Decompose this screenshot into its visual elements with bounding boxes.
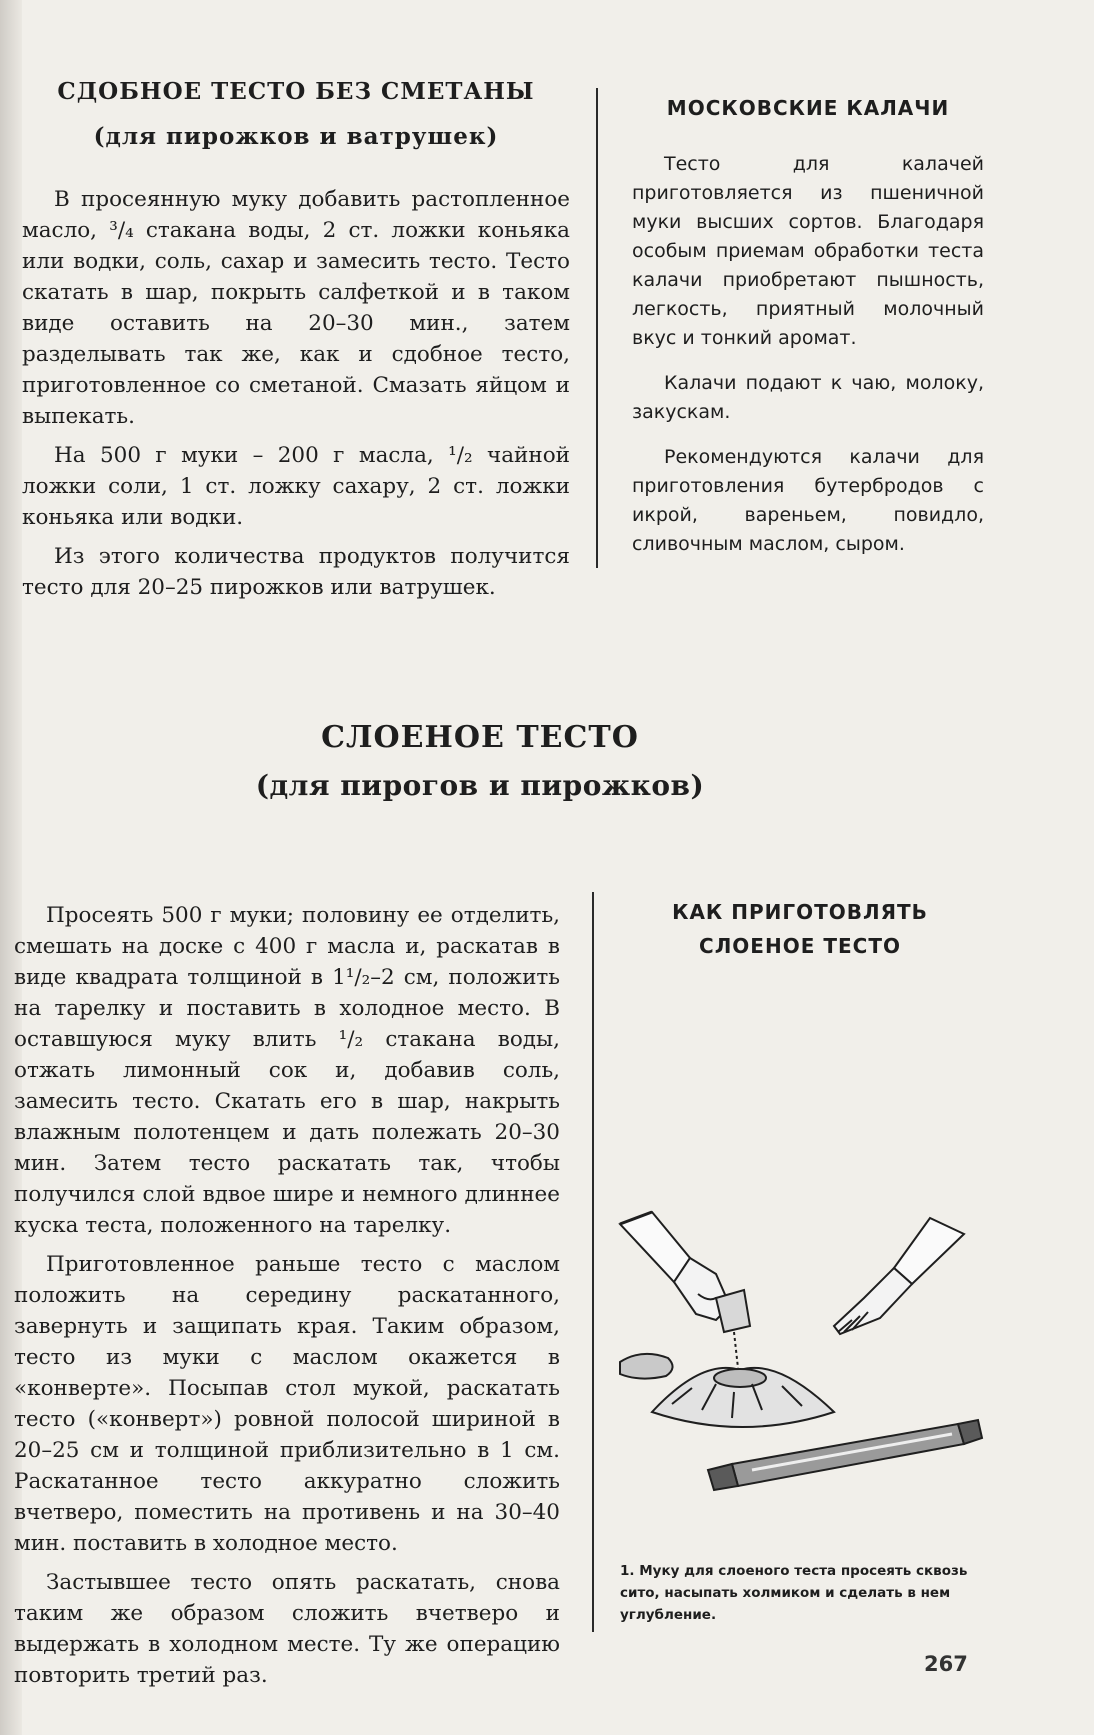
paragraph: Просеять 500 г муки; половину ее отделить, смешать на доске с 400 г масла и, раскатав в виде квадрата толщиной в 1¹/₂–2 см, положить на тарелку и поставить в холодное место. В оставшуюся муку влить ¹/₂ стакана воды, отжать лимонный сок и, добавив соль, замесить тесто. Скатать его в шар, накрыть влажным полотенцем и дать полежать 20–30 мин. Затем тесто раскатать так, чтобы получился слой вдвое шире и немного длиннее куска теста, положенного на тарелку. <box>14 903 560 1238</box>
sidebar-body <box>632 150 984 559</box>
column-divider <box>592 892 594 1632</box>
section-sweet-dough <box>22 78 570 611</box>
sidebar-how-to-make <box>620 900 980 958</box>
section-title: СЛОЕНОЕ ТЕСТО <box>321 720 639 755</box>
paragraph: Калачи подают к чаю, молоку, закускам. <box>632 372 984 423</box>
section-body <box>22 184 570 603</box>
paragraph: На 500 г муки – 200 г масла, ¹/₂ чайной ложки соли, 1 ст. ложку сахару, 2 ст. ложки коньяка или водки. <box>22 443 570 530</box>
illustration-caption <box>620 1560 980 1626</box>
paragraph: Из этого количества продуктов получится тесто для 20–25 пирожков или ватрушек. <box>22 544 570 600</box>
page-number: 267 <box>924 1652 968 1676</box>
column-divider <box>596 88 598 568</box>
section-subtitle: (для пирожков и ватрушек) <box>93 123 499 150</box>
flour-sifting-illustration <box>612 1198 984 1518</box>
paragraph: Застывшее тесто опять раскатать, снова таким же образом сложить вчетверо и выдержать в холодном месте. Ту же операцию повторить третий раз. <box>14 1570 560 1688</box>
section-subtitle: (для пирогов и пирожков) <box>255 769 705 802</box>
sidebar-moscow-kalachi <box>632 96 984 575</box>
sidebar-title: МОСКОВСКИЕ КАЛАЧИ <box>666 96 950 120</box>
paragraph: Тесто для калачей приготовляется из пшеничной муки высших сортов. Благодаря особым приемам обработки теста калачи приобретают пышность, легкость, приятный молочный вкус и тонкий аромат. <box>632 153 984 349</box>
section-puff-pastry-body <box>14 900 560 1699</box>
paragraph: Приготовленное раньше тесто с маслом положить на середину раскатанного, завернуть и защипать края. Таким образом, тесто из муки с маслом окажется в «конверте». Посыпав стол мукой, раскатать тесто («конверт») ровной полосой шириной в 20–25 см и толщиной приблизительно в 1 см. Раскатанное тесто аккуратно сложить вчетверо, поместить на противень и на 30–40 мин. поставить в холодное место. <box>14 1252 560 1556</box>
section-puff-pastry-heading <box>200 720 760 802</box>
paragraph: В просеянную муку добавить растопленное масло, ³/₄ стакана воды, 2 ст. ложки коньяка или водки, соль, сахар и замесить тесто. Тесто скатать в шар, покрыть салфеткой и в таком виде оставить на 20–30 мин., затем разделывать так же, как и сдобное тесто, приготовленное со сметаной. Смазать яйцом и выпекать. <box>22 187 570 429</box>
sidebar-title-line1: КАК ПРИГОТОВЛЯТЬ <box>672 900 928 924</box>
paragraph: Рекомендуются калачи для приготовления бутербродов с икрой, вареньем, повидло, сливочным маслом, сыром. <box>632 446 984 555</box>
caption-text: 1. Муку для слоеного теста просеять сквозь сито, насыпать холмиком и сделать в нем углубление. <box>620 1563 968 1623</box>
section-title: СДОБНОЕ ТЕСТО БЕЗ СМЕТАНЫ <box>57 78 535 105</box>
sidebar-title-line2: СЛОЕНОЕ ТЕСТО <box>699 934 901 958</box>
